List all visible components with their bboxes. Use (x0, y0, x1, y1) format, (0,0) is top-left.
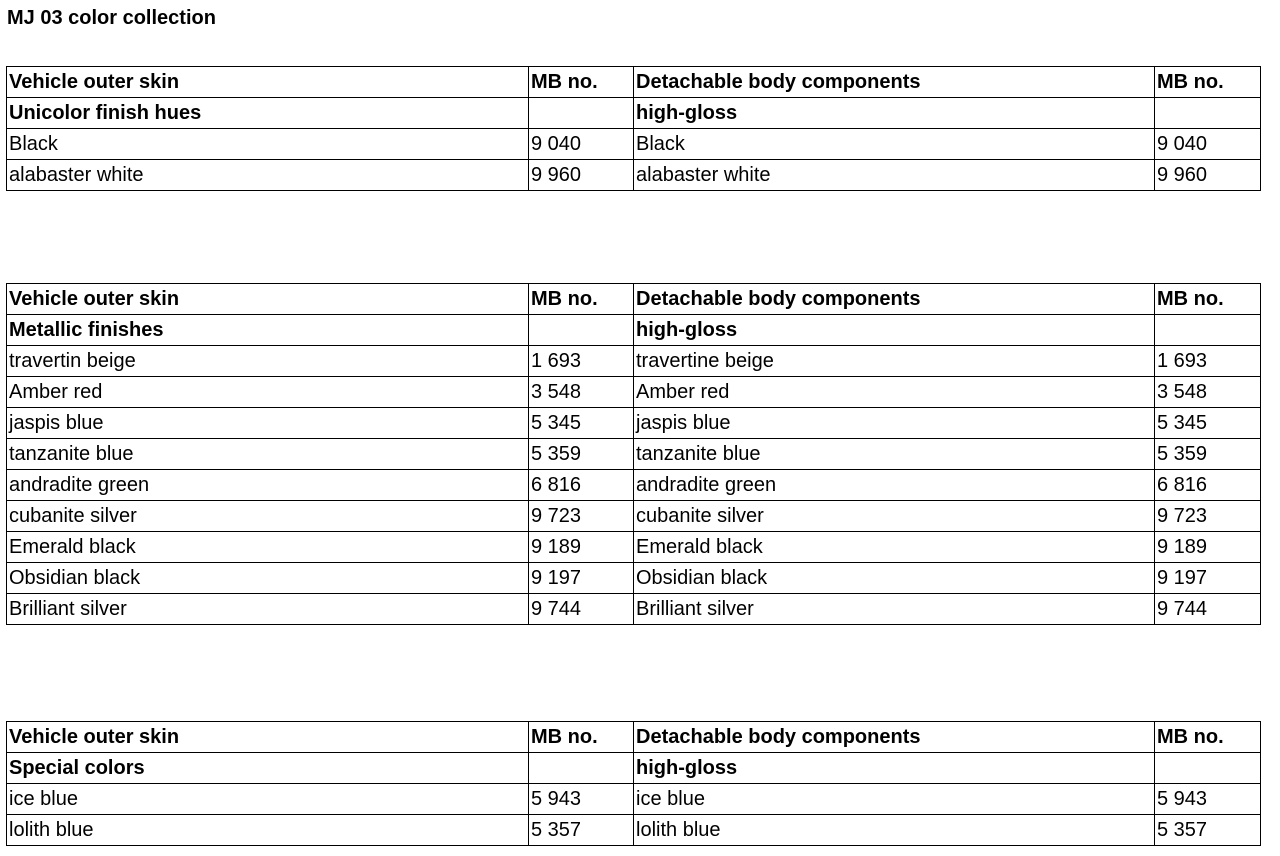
outer-skin-color-name: Emerald black (7, 532, 529, 563)
empty-cell (529, 753, 634, 784)
outer-skin-mb-number: 9 960 (529, 160, 634, 191)
detachable-color-name: Black (634, 129, 1155, 160)
table-row (7, 784, 1261, 815)
category-row (7, 315, 1261, 346)
special-colors-table (6, 721, 1261, 846)
detachable-mb-number: 9 197 (1155, 563, 1261, 594)
detachable-color-name: tanzanite blue (634, 439, 1155, 470)
detachable-mb-number: 5 357 (1155, 815, 1261, 846)
column-header-detachable: Detachable body components (634, 67, 1155, 98)
column-header-mb-no: MB no. (529, 722, 634, 753)
detachable-color-name: travertine beige (634, 346, 1155, 377)
empty-cell (1155, 315, 1261, 346)
table-header-row (7, 284, 1261, 315)
detachable-mb-number: 6 816 (1155, 470, 1261, 501)
outer-skin-mb-number: 9 189 (529, 532, 634, 563)
empty-cell (1155, 98, 1261, 129)
detachable-mb-number: 9 189 (1155, 532, 1261, 563)
detachable-color-name: lolith blue (634, 815, 1155, 846)
table-row (7, 439, 1261, 470)
column-header-mb-no: MB no. (529, 284, 634, 315)
category-label: Metallic finishes (7, 315, 529, 346)
outer-skin-color-name: travertin beige (7, 346, 529, 377)
detachable-mb-number: 5 943 (1155, 784, 1261, 815)
category-row (7, 753, 1261, 784)
column-header-mb-no: MB no. (529, 67, 634, 98)
metallic-finish-table (6, 283, 1261, 625)
outer-skin-mb-number: 3 548 (529, 377, 634, 408)
column-header-mb-no: MB no. (1155, 67, 1261, 98)
outer-skin-mb-number: 5 357 (529, 815, 634, 846)
category-row (7, 98, 1261, 129)
detachable-mb-number: 9 744 (1155, 594, 1261, 625)
detachable-color-name: cubanite silver (634, 501, 1155, 532)
category-label: Unicolor finish hues (7, 98, 529, 129)
finish-label: high-gloss (634, 98, 1155, 129)
detachable-mb-number: 3 548 (1155, 377, 1261, 408)
table-row (7, 160, 1261, 191)
table-row (7, 594, 1261, 625)
table-row (7, 815, 1261, 846)
table-row (7, 532, 1261, 563)
table-row (7, 377, 1261, 408)
column-header-outer-skin: Vehicle outer skin (7, 722, 529, 753)
outer-skin-color-name: lolith blue (7, 815, 529, 846)
detachable-color-name: ice blue (634, 784, 1155, 815)
unicolor-finish-table (6, 66, 1261, 191)
detachable-mb-number: 1 693 (1155, 346, 1261, 377)
detachable-color-name: andradite green (634, 470, 1155, 501)
outer-skin-color-name: Brilliant silver (7, 594, 529, 625)
outer-skin-color-name: andradite green (7, 470, 529, 501)
table-row (7, 346, 1261, 377)
detachable-color-name: jaspis blue (634, 408, 1155, 439)
empty-cell (1155, 753, 1261, 784)
detachable-color-name: Obsidian black (634, 563, 1155, 594)
empty-cell (529, 98, 634, 129)
table-row (7, 501, 1261, 532)
column-header-detachable: Detachable body components (634, 722, 1155, 753)
detachable-color-name: Amber red (634, 377, 1155, 408)
outer-skin-color-name: jaspis blue (7, 408, 529, 439)
outer-skin-mb-number: 5 345 (529, 408, 634, 439)
table-row (7, 408, 1261, 439)
outer-skin-color-name: Obsidian black (7, 563, 529, 594)
outer-skin-color-name: ice blue (7, 784, 529, 815)
outer-skin-color-name: cubanite silver (7, 501, 529, 532)
detachable-mb-number: 5 345 (1155, 408, 1261, 439)
outer-skin-color-name: alabaster white (7, 160, 529, 191)
column-header-outer-skin: Vehicle outer skin (7, 67, 529, 98)
column-header-mb-no: MB no. (1155, 722, 1261, 753)
detachable-color-name: Brilliant silver (634, 594, 1155, 625)
column-header-detachable: Detachable body components (634, 284, 1155, 315)
table-header-row (7, 722, 1261, 753)
column-header-mb-no: MB no. (1155, 284, 1261, 315)
finish-label: high-gloss (634, 753, 1155, 784)
table-header-row (7, 67, 1261, 98)
detachable-color-name: alabaster white (634, 160, 1155, 191)
detachable-mb-number: 9 723 (1155, 501, 1261, 532)
category-label: Special colors (7, 753, 529, 784)
outer-skin-color-name: tanzanite blue (7, 439, 529, 470)
detachable-color-name: Emerald black (634, 532, 1155, 563)
outer-skin-mb-number: 9 723 (529, 501, 634, 532)
outer-skin-color-name: Black (7, 129, 529, 160)
outer-skin-mb-number: 9 197 (529, 563, 634, 594)
outer-skin-color-name: Amber red (7, 377, 529, 408)
table-row (7, 563, 1261, 594)
page-title: MJ 03 color collection (7, 7, 216, 29)
outer-skin-mb-number: 5 359 (529, 439, 634, 470)
finish-label: high-gloss (634, 315, 1155, 346)
detachable-mb-number: 9 960 (1155, 160, 1261, 191)
table-row (7, 470, 1261, 501)
outer-skin-mb-number: 9 040 (529, 129, 634, 160)
outer-skin-mb-number: 1 693 (529, 346, 634, 377)
detachable-mb-number: 9 040 (1155, 129, 1261, 160)
outer-skin-mb-number: 9 744 (529, 594, 634, 625)
table-row (7, 129, 1261, 160)
outer-skin-mb-number: 6 816 (529, 470, 634, 501)
empty-cell (529, 315, 634, 346)
column-header-outer-skin: Vehicle outer skin (7, 284, 529, 315)
outer-skin-mb-number: 5 943 (529, 784, 634, 815)
detachable-mb-number: 5 359 (1155, 439, 1261, 470)
